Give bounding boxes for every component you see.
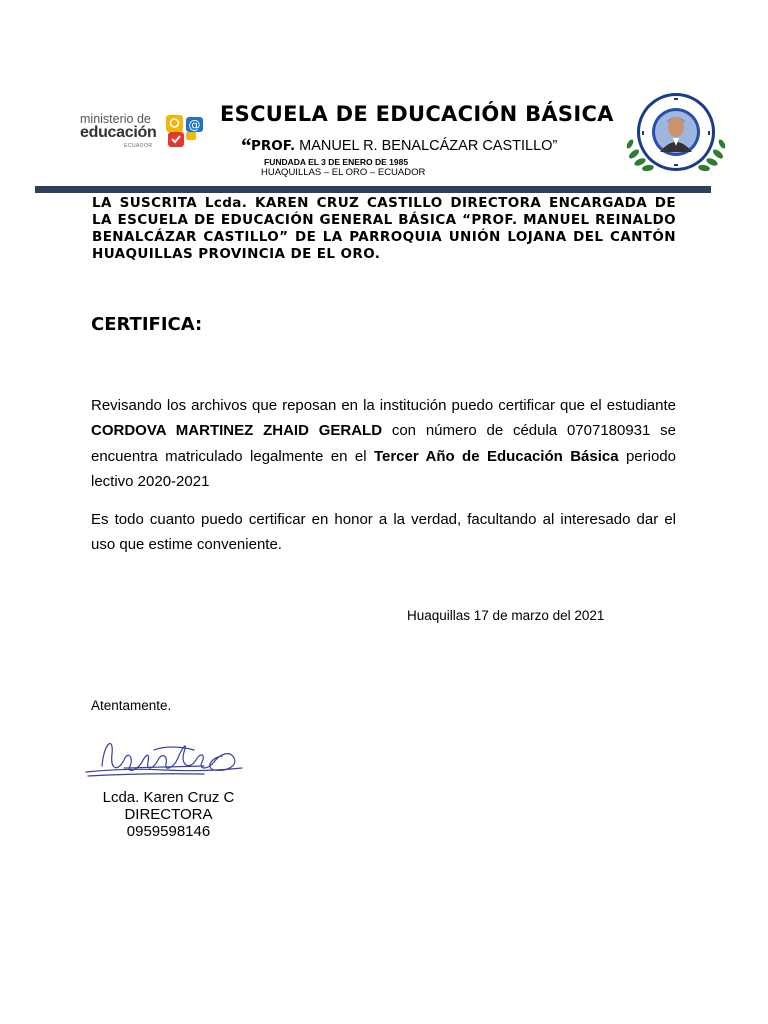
logo-line-ministerio: ministerio de	[80, 112, 151, 126]
school-seal-logo	[626, 92, 726, 176]
certification-paragraph	[91, 393, 676, 494]
p1-text-b: con número de cédula 0707180931 se encuentra matriculado legalmente en el	[91, 422, 677, 465]
subtitle-name: MANUEL R. BENALCÁZAR CASTILLO”	[295, 138, 558, 154]
signature-block	[96, 789, 241, 840]
certifica-heading: CERTIFICA:	[91, 314, 203, 335]
p1-text-a: Revisando los archivos que reposan en la institución puedo certificar que el estudiante	[91, 397, 676, 414]
signer-phone: 0959598146	[126, 823, 211, 840]
school-location: HUAQUILLAS – EL ORO – ECUADOR	[261, 167, 426, 178]
svg-text:@: @	[188, 118, 201, 132]
regards: Atentamente.	[91, 698, 172, 713]
signer-name: Lcda. Karen Cruz C	[102, 789, 235, 806]
ministry-logo	[78, 110, 210, 152]
issue-date: Huaquillas 17 de marzo del 2021	[407, 608, 605, 623]
opening-quote: “	[240, 133, 251, 158]
p1-text-c: periodo lectivo 2020-2021	[91, 447, 676, 490]
ministry-icons	[166, 112, 208, 150]
founded-date: FUNDADA EL 3 DE ENERO DE 1985	[264, 157, 409, 167]
closing-paragraph: Es todo cuanto puedo certificar en honor a la verdad, facultando al interesado dar el uso que estime conveniente.	[91, 511, 676, 554]
logo-line-educacion: educación	[80, 124, 157, 141]
signer-title: DIRECTORA	[124, 806, 213, 823]
logo-line-ecuador: ECUADOR	[124, 143, 153, 149]
school-title: ESCUELA DE EDUCACIÓN BÁSICA	[220, 102, 614, 126]
student-name: CORDOVA MARTINEZ ZHAID GERALD	[91, 422, 383, 440]
intro-paragraph: LA SUSCRITA Lcda. KAREN CRUZ CASTILLO DIRECTORA ENCARGADA DE LA ESCUELA DE EDUCACIÓN GENERAL BÁSICA “PROF. MANUEL REINALDO BENALCÁZAR CASTILLO” DE LA PARROQUIA UNIÓN LOJANA DEL CANTÓN HUAQUILLAS PROVINCIA DE EL ORO.	[92, 195, 676, 262]
header-divider	[35, 186, 711, 193]
signature-image	[84, 732, 244, 784]
subtitle-prof: PROF.	[251, 138, 296, 154]
grade-name: Tercer Año de Educación Básica	[373, 447, 619, 465]
school-subtitle	[240, 133, 557, 159]
